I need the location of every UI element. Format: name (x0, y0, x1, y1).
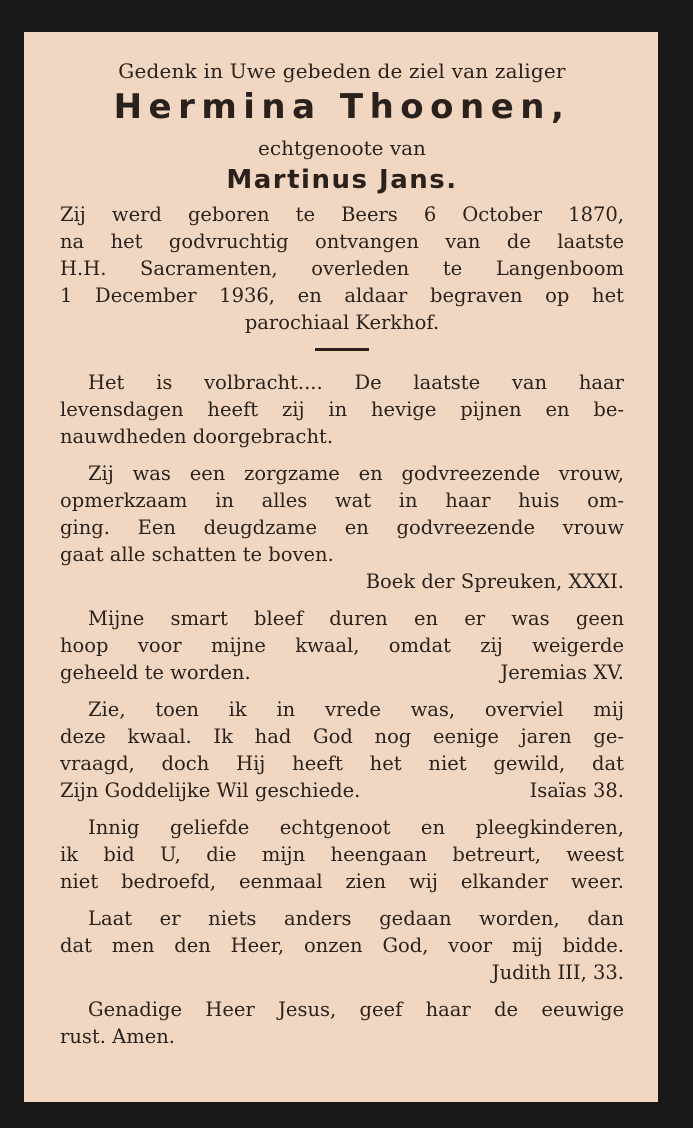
paragraph-line: ik bid U, die mijn heengaan betreurt, weest (60, 843, 624, 866)
paragraph-line: Zij was een zorgzame en godvreezende vrouw, (88, 462, 624, 485)
paragraph-line: opmerkzaam in alles wat in haar huis om- (60, 489, 624, 512)
paragraph-line: geheeld te worden. (60, 661, 251, 684)
paragraph-line: dat men den Heer, onzen God, voor mij bidde. (60, 934, 624, 957)
bio-line: na het godvruchtig ontvangen van de laatste (60, 230, 624, 253)
paragraph-3 (60, 605, 624, 686)
paragraph-line: gaat alle schatten te boven. (60, 543, 334, 566)
paragraph-line: Het is volbracht.... De laatste van haar (88, 371, 624, 394)
paragraph-line: deze kwaal. Ik had God nog eenige jaren ge- (60, 725, 624, 748)
paragraph-line: Zijn Goddelijke Wil geschiede. (60, 779, 361, 802)
memorial-card (24, 32, 658, 1102)
paragraph-line-with-source (60, 777, 624, 804)
spouse-name: Martinus Jans. (226, 165, 458, 195)
biography (60, 201, 624, 336)
scripture-source: Isaïas 38. (529, 779, 624, 802)
bio-line: H.H. Sacramenten, overleden te Langenboom (60, 257, 624, 280)
divider-rule (315, 348, 369, 351)
paragraph-line: Genadige Heer Jesus, geef haar de eeuwige (88, 998, 624, 1021)
paragraph-line-with-source (60, 659, 624, 686)
scripture-source: Judith III, 33. (491, 961, 624, 984)
paragraph-line: levensdagen heeft zij in hevige pijnen en be- (60, 398, 624, 421)
paragraph-5 (60, 814, 624, 895)
bio-line: Zij werd geboren te Beers 6 October 1870, (60, 203, 624, 226)
spouse-intro: echtgenoote van (258, 136, 426, 160)
scripture-source: Boek der Spreuken, XXXI. (365, 570, 624, 593)
paragraph-line: Mijne smart bleef duren en er was geen (88, 607, 624, 630)
paragraph-line: vraagd, doch Hij heeft het niet gewild, dat (60, 752, 624, 775)
scripture-source: Jeremias XV. (500, 661, 624, 684)
paragraph-line: nauwdheden doorgebracht. (60, 425, 334, 448)
paragraph-line: Zie, toen ik in vrede was, overviel mij (88, 698, 624, 721)
paragraph-4 (60, 696, 624, 804)
paragraph-7 (60, 996, 624, 1050)
paragraph-6 (60, 905, 624, 986)
paragraph-line: hoop voor mijne kwaal, omdat zij weigerde (60, 634, 624, 657)
paragraph-line: ging. Een deugdzame en godvreezende vrouw (60, 516, 624, 539)
intro-line: Gedenk in Uwe gebeden de ziel van zaliger (118, 59, 566, 83)
bio-line: 1 December 1936, en aldaar begraven op het (60, 284, 624, 307)
paragraph-line: rust. Amen. (60, 1025, 175, 1048)
paragraph-1 (60, 369, 624, 450)
deceased-name: Hermina Thoonen, (113, 87, 571, 127)
bio-line: parochiaal Kerkhof. (244, 311, 440, 334)
paragraph-line: Laat er niets anders gedaan worden, dan (88, 907, 624, 930)
paragraph-2 (60, 460, 624, 595)
paragraph-line: niet bedroefd, eenmaal zien wij elkander weer. (60, 870, 624, 893)
paragraph-line: Innig geliefde echtgenoot en pleegkinderen, (88, 816, 624, 839)
